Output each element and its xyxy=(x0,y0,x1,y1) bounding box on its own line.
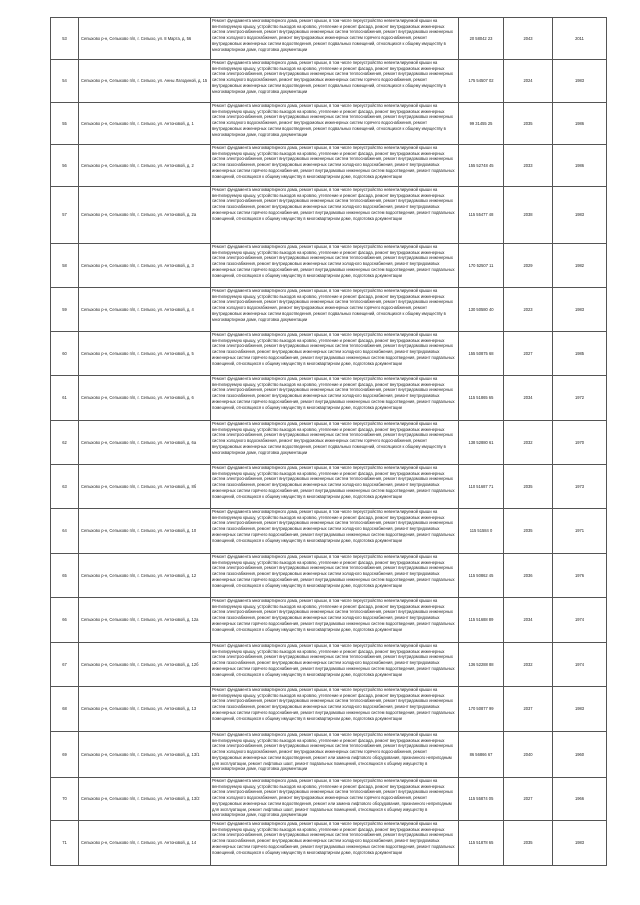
cost-cell-text: 115 55874 05 xyxy=(468,796,494,802)
planned-year-cell-text: 2033 xyxy=(523,162,533,168)
row-number xyxy=(51,687,79,732)
planned-year-cell xyxy=(504,465,553,509)
table-row xyxy=(51,18,607,60)
work-description-cell-text: Ремонт фундамента многоквартирного дома, ремонт крыши, в том числе переустройство невентилируемой крыши на вентилируемую крышу, устройство выходов на кровлю, утепление и ремонт фасада, ремонт внутридомовых инженерных систем электроснабжения, ремонт внутридомовых инженерных систем теплоснабжения, ремонт внутридомовых инженерных систем газоснабжения, ремонт внутридомовых инженерных систем холодного водоснабжения, ремонт внутридомовых инженерных систем горячего водоснабжения, ремонт внутридомовых инженерных систем водоотведения, ремонт подвальных помещений, относящихся к общему имуществу в многоквартирном доме, подготовка документации xyxy=(212,465,455,499)
address-cell xyxy=(79,598,211,643)
cost-cell xyxy=(459,103,504,145)
planned-year-cell xyxy=(504,643,553,687)
build-year-cell-text: 1970 xyxy=(574,439,585,445)
table-row xyxy=(51,778,607,821)
row-number-text: 67 xyxy=(62,661,67,667)
build-year-cell xyxy=(553,18,607,60)
build-year-cell-text: 1966 xyxy=(574,796,585,802)
row-number-text: 59 xyxy=(62,306,67,312)
cost-cell xyxy=(459,778,504,821)
planned-year-cell xyxy=(504,732,553,778)
table-row xyxy=(51,687,607,732)
build-year-cell xyxy=(553,509,607,554)
table-row xyxy=(51,244,607,288)
work-description-cell-text: Ремонт фундамента многоквартирного дома, ремонт крыши, в том числе переустройство невентилируемой крыши на вентилируемую крышу, устройство выходов на кровлю, утепление и ремонт фасада, ремонт внутридомовых инженерных систем электроснабжения, ремонт внутридомовых инженерных систем теплоснабжения, ремонт внутридомовых инженерных систем холодного водоснабжения, ремонт внутридомовых инженерных систем горячего водоснабжения, ремонт внутридомовых инженерных систем водоотведения, ремонт подвальных помещений, относящихся к общему имуществу в многоквартирном доме, подготовка документации xyxy=(212,421,453,455)
address-cell xyxy=(79,465,211,509)
address-cell-text: Сепыхово р-н, Сепыхово п/п, г. Сепыхо, ул. Антоновой, д. 5 xyxy=(81,350,194,356)
build-year-cell-text: 1983 xyxy=(574,306,585,312)
build-year-cell-text: 1986 xyxy=(574,120,585,126)
work-description-cell-text: Ремонт фундамента многоквартирного дома, ремонт крыши, в том числе переустройство невентилируемой крыши на вентилируемую крышу, устройство выходов на кровлю, утепление и ремонт фасада, ремонт внутридомовых инженерных систем электроснабжения, ремонт внутридомовых инженерных систем теплоснабжения, ремонт внутридомовых инженерных систем холодного водоснабжения, ремонт внутридомовых инженерных систем горячего водоснабжения, ремонт внутридомовых инженерных систем водоотведения, ремонт подвальных помещений, относящихся к общему имуществу в многоквартирном доме, подготовка документации xyxy=(212,288,453,322)
cost-cell-text: 138 52880 61 xyxy=(468,439,494,445)
cost-cell-text: 170 52507 11 xyxy=(468,262,494,268)
row-number xyxy=(51,60,79,103)
row-number xyxy=(51,598,79,643)
build-year-cell-text: 1974 xyxy=(574,617,585,623)
build-year-cell-text: 1974 xyxy=(574,661,585,667)
table-row xyxy=(51,598,607,643)
planned-year-cell-text: 2043 xyxy=(523,35,533,41)
address-cell-text: Сепыхово р-н, Сепыхово п/п, г. Сепыхо, ул. Антоновой, д. 6 xyxy=(81,395,194,401)
build-year-cell-text: 1982 xyxy=(574,262,585,268)
planned-year-cell-text: 2035 xyxy=(523,120,533,126)
build-year-cell xyxy=(553,421,607,465)
address-cell xyxy=(79,60,211,103)
address-cell xyxy=(79,18,211,60)
address-cell xyxy=(79,244,211,288)
work-description-cell xyxy=(211,509,459,554)
build-year-cell xyxy=(553,244,607,288)
planned-year-cell xyxy=(504,778,553,821)
planned-year-cell xyxy=(504,509,553,554)
work-description-cell xyxy=(211,187,459,244)
work-description-cell-text: Ремонт фундамента многоквартирного дома, ремонт крыши, в том числе переустройство невентилируемой крыши на вентилируемую крышу, устройство выходов на кровлю, утепление и ремонт фасада, ремонт внутридомовых инженерных систем электроснабжения, ремонт внутридомовых инженерных систем теплоснабжения, ремонт внутридомовых инженерных систем газоснабжения, ремонт внутридомовых инженерных систем холодного водоснабжения, ремонт внутридомовых инженерных систем горячего водоснабжения, ремонт внутридомовых инженерных систем водоотведения, ремонт подвальных помещений, относящихся к общему имуществу в многоквартирном доме, подготовка документации xyxy=(212,376,455,410)
cost-cell xyxy=(459,509,504,554)
table-row xyxy=(51,60,607,103)
build-year-cell-text: 1973 xyxy=(574,483,585,489)
planned-year-cell-text: 2032 xyxy=(523,439,533,445)
build-year-cell xyxy=(553,376,607,421)
planned-year-cell-text: 2034 xyxy=(523,617,533,623)
planned-year-cell xyxy=(504,18,553,60)
address-cell xyxy=(79,687,211,732)
address-cell-text: Сепыхово р-н, Сепыхово п/п, г. Сепыхо, ул. Анны Лагодиной, д. 15 xyxy=(81,78,208,84)
build-year-cell xyxy=(553,465,607,509)
cost-cell xyxy=(459,821,504,866)
build-year-cell xyxy=(553,187,607,244)
row-number xyxy=(51,244,79,288)
row-number-text: 69 xyxy=(62,751,67,757)
planned-year-cell xyxy=(504,687,553,732)
row-number-text: 56 xyxy=(62,162,67,168)
work-description-cell xyxy=(211,687,459,732)
planned-year-cell-text: 2027 xyxy=(523,350,533,356)
row-number xyxy=(51,509,79,554)
build-year-cell-text: 1960 xyxy=(574,751,585,757)
row-number xyxy=(51,732,79,778)
table-row xyxy=(51,187,607,244)
table-row xyxy=(51,376,607,421)
address-cell xyxy=(79,187,211,244)
work-description-cell xyxy=(211,332,459,376)
cost-cell xyxy=(459,145,504,187)
row-number xyxy=(51,465,79,509)
work-description-cell xyxy=(211,732,459,778)
address-cell xyxy=(79,103,211,145)
cost-cell xyxy=(459,643,504,687)
row-number xyxy=(51,187,79,244)
planned-year-cell-text: 2040 xyxy=(523,751,533,757)
cost-cell xyxy=(459,18,504,60)
row-number-text: 64 xyxy=(62,528,67,534)
build-year-cell-text: 1986 xyxy=(574,162,585,168)
cost-cell-text: 175 54507 02 xyxy=(468,78,494,84)
work-description-cell xyxy=(211,554,459,598)
address-cell-text: Сепыхово р-н, Сепыхово п/п, г. Сепыхо, ул. Антоновой, д. 2а xyxy=(81,212,197,218)
work-description-cell-text: Ремонт фундамента многоквартирного дома, ремонт крыши, в том числе переустройство невентилируемой крыши на вентилируемую крышу, устройство выходов на кровлю, утепление и ремонт фасада, ремонт внутридомовых инженерных систем электроснабжения, ремонт внутридомовых инженерных систем теплоснабжения, ремонт внутридомовых инженерных систем газоснабжения, ремонт внутридомовых инженерных систем холодного водоснабжения, ремонт внутридомовых инженерных систем горячего водоснабжения, ремонт внутридомовых инженерных систем водоотведения, ремонт подвальных помещений, относящихся к общему имуществу в многоквартирном доме, подготовка документации xyxy=(212,598,455,632)
address-cell xyxy=(79,821,211,866)
work-description-cell xyxy=(211,643,459,687)
work-description-cell xyxy=(211,421,459,465)
work-description-cell xyxy=(211,244,459,288)
build-year-cell xyxy=(553,103,607,145)
row-number-text: 71 xyxy=(62,840,67,846)
cost-cell-text: 110 51687 71 xyxy=(468,483,494,489)
cost-cell xyxy=(459,687,504,732)
table-row xyxy=(51,732,607,778)
work-description-cell-text: Ремонт фундамента многоквартирного дома, ремонт крыши, в том числе переустройство невентилируемой крыши на вентилируемую крышу, устройство выходов на кровлю, утепление и ремонт фасада, ремонт внутридомовых инженерных систем электроснабжения, ремонт внутридомовых инженерных систем теплоснабжения, ремонт внутридомовых инженерных систем газоснабжения, ремонт внутридомовых инженерных систем холодного водоснабжения, ремонт внутридомовых инженерных систем горячего водоснабжения, ремонт внутридомовых инженерных систем водоотведения, ремонт подвальных помещений, относящихся к общему имуществу в многоквартирном доме, подготовка документации xyxy=(212,821,455,855)
cost-cell-text: 115 51878 65 xyxy=(468,840,494,846)
cost-cell xyxy=(459,465,504,509)
table-row xyxy=(51,103,607,145)
work-description-cell xyxy=(211,778,459,821)
work-description-cell-text: Ремонт фундамента многоквартирного дома, ремонт крыши, в том числе переустройство невентилируемой крыши на вентилируемую крышу, устройство выходов на кровлю, утепление и ремонт фасада, ремонт внутридомовых инженерных систем электроснабжения, ремонт внутридомовых инженерных систем теплоснабжения, ремонт внутридомовых инженерных систем газоснабжения, ремонт внутридомовых инженерных систем холодного водоснабжения, ремонт внутридомовых инженерных систем горячего водоснабжения, ремонт внутридомовых инженерных систем водоотведения, ремонт подвальных помещений, относящихся к общему имуществу в многоквартирном доме, подготовка документации xyxy=(212,244,455,278)
cost-cell-text: 130 50580 40 xyxy=(468,306,494,312)
address-cell xyxy=(79,509,211,554)
cost-cell xyxy=(459,421,504,465)
table-row xyxy=(51,465,607,509)
planned-year-cell xyxy=(504,244,553,288)
work-description-cell-text: Ремонт фундамента многоквартирного дома, ремонт крыши, в том числе переустройство невентилируемой крыши на вентилируемую крышу, устройство выходов на кровлю, утепление и ремонт фасада, ремонт внутридомовых инженерных систем электроснабжения, ремонт внутридомовых инженерных систем теплоснабжения, ремонт внутридомовых инженерных систем газоснабжения, ремонт внутридомовых инженерных систем холодного водоснабжения, ремонт внутридомовых инженерных систем горячего водоснабжения, ремонт внутридомовых инженерных систем водоотведения, ремонт подвальных помещений, относящихся к общему имуществу в многоквартирном доме, подготовка документации xyxy=(212,509,455,543)
work-description-cell xyxy=(211,376,459,421)
table-row xyxy=(51,145,607,187)
work-description-cell-text: Ремонт фундамента многоквартирного дома, ремонт крыши, в том числе переустройство невентилируемой крыши на вентилируемую крышу, устройство выходов на кровлю, утепление и ремонт фасада, ремонт внутридомовых инженерных систем электроснабжения, ремонт внутридомовых инженерных систем теплоснабжения, ремонт внутридомовых инженерных систем газоснабжения, ремонт внутридомовых инженерных систем холодного водоснабжения, ремонт внутридомовых инженерных систем горячего водоснабжения, ремонт внутридомовых инженерных систем водоотведения, ремонт подвальных помещений, относящихся к общему имуществу в многоквартирном доме, подготовка документации xyxy=(212,687,455,721)
work-description-cell xyxy=(211,465,459,509)
build-year-cell xyxy=(553,732,607,778)
planned-year-cell-text: 2035 xyxy=(523,528,533,534)
table-row xyxy=(51,421,607,465)
address-cell-text: Сепыхово р-н, Сепыхово п/п, г. Сепыхо, ул. Антоновой, д. 2 xyxy=(81,162,194,168)
row-number xyxy=(51,554,79,598)
planned-year-cell-text: 2037 xyxy=(523,706,533,712)
address-cell-text: Сепыхово р-н, Сепыхово п/п, г. Сепыхо, ул. Антоновой, д. 12б xyxy=(81,661,199,667)
table-row xyxy=(51,643,607,687)
address-cell-text: Сепыхово р-н, Сепыхово п/п, г. Сепыхо, ул. Антоновой, д. 12а xyxy=(81,617,199,623)
build-year-cell xyxy=(553,778,607,821)
cost-cell-text: 99 31455 25 xyxy=(469,120,493,126)
planned-year-cell xyxy=(504,821,553,866)
row-number xyxy=(51,376,79,421)
work-description-cell xyxy=(211,598,459,643)
row-number xyxy=(51,421,79,465)
address-cell xyxy=(79,376,211,421)
planned-year-cell xyxy=(504,376,553,421)
table-row xyxy=(51,288,607,332)
address-cell xyxy=(79,421,211,465)
work-description-cell-text: Ремонт фундамента многоквартирного дома, ремонт крыши, в том числе переустройство невентилируемой крыши на вентилируемую крышу, устройство выходов на кровлю, утепление и ремонт фасада, ремонт внутридомовых инженерных систем электроснабжения, ремонт внутридомовых инженерных систем теплоснабжения, ремонт внутридомовых инженерных систем холодного водоснабжения, ремонт внутридомовых инженерных систем горячего водоснабжения, ремонт внутридомовых инженерных систем водоотведения, ремонт подвальных помещений, относящихся к общему имуществу в многоквартирном доме, подготовка документации xyxy=(212,103,453,137)
work-description-cell-text: Ремонт фундамента многоквартирного дома, ремонт крыши, в том числе переустройство невентилируемой крыши на вентилируемую крышу, устройство выходов на кровлю, утепление и ремонт фасада, ремонт внутридомовых инженерных систем электроснабжения, ремонт внутридомовых инженерных систем теплоснабжения, ремонт внутридомовых инженерных систем холодного водоснабжения, ремонт внутридомовых инженерных систем горячего водоснабжения, ремонт внутридомовых инженерных систем водоотведения, ремонт или замена лифтового оборудования, признанного непригодным для эксплуатации, ремонт лифтовых шахт, ремонт подвальных помещений, относящихся к общему имуществу в многоквартирном доме, подготовка документации xyxy=(212,778,453,818)
address-cell-text: Сепыхово р-н, Сепыхово п/п, г. Сепыхо, ул. Антоновой, д. 3 xyxy=(81,262,194,268)
row-number-text: 68 xyxy=(62,706,67,712)
cost-cell xyxy=(459,187,504,244)
build-year-cell-text: 1983 xyxy=(574,840,585,846)
address-cell-text: Сепыхово р-н, Сепыхово п/п, г. Сепыхо, ул. Антоновой, д. 12 xyxy=(81,572,197,578)
work-description-cell-text: Ремонт фундамента многоквартирного дома, ремонт крыши, в том числе переустройство невентилируемой крыши на вентилируемую крышу, устройство выходов на кровлю, утепление и ремонт фасада, ремонт внутридомовых инженерных систем электроснабжения, ремонт внутридомовых инженерных систем теплоснабжения, ремонт внутридомовых инженерных систем холодного водоснабжения, ремонт внутридомовых инженерных систем горячего водоснабжения, ремонт внутридомовых инженерных систем водоотведения, ремонт подвальных помещений, относящихся к общему имуществу в многоквартирном доме, подготовка документации xyxy=(212,18,453,52)
planned-year-cell-text: 2027 xyxy=(523,796,533,802)
table-row xyxy=(51,821,607,866)
row-number-text: 60 xyxy=(62,350,67,356)
row-number xyxy=(51,288,79,332)
row-number-text: 57 xyxy=(62,212,67,218)
row-number-text: 70 xyxy=(62,796,67,802)
planned-year-cell-text: 2024 xyxy=(523,78,533,84)
planned-year-cell-text: 2034 xyxy=(523,395,533,401)
cost-cell-text: 115 51865 65 xyxy=(468,395,494,401)
row-number-text: 54 xyxy=(62,78,67,84)
planned-year-cell xyxy=(504,288,553,332)
build-year-cell xyxy=(553,332,607,376)
address-cell-text: Сепыхово р-н, Сепыхово п/п, г. Сепыхо, ул. Антоновой, д. 14 xyxy=(81,840,197,846)
planned-year-cell-text: 2038 xyxy=(523,212,533,218)
work-description-cell xyxy=(211,60,459,103)
build-year-cell-text: 1983 xyxy=(574,212,585,218)
address-cell xyxy=(79,778,211,821)
housing-repair-table xyxy=(50,17,607,866)
build-year-cell-text: 1983 xyxy=(574,78,585,84)
work-description-cell-text: Ремонт фундамента многоквартирного дома, ремонт крыши, в том числе переустройство невентилируемой крыши на вентилируемую крышу, устройство выходов на кровлю, утепление и ремонт фасада, ремонт внутридомовых инженерных систем электроснабжения, ремонт внутридомовых инженерных систем теплоснабжения, ремонт внутридомовых инженерных систем газоснабжения, ремонт внутридомовых инженерных систем холодного водоснабжения, ремонт внутридомовых инженерных систем горячего водоснабжения, ремонт внутридомовых инженерных систем водоотведения, ремонт подвальных помещений, относящихся к общему имуществу в многоквартирном доме, подготовка документации xyxy=(212,145,455,179)
build-year-cell xyxy=(553,643,607,687)
address-cell-text: Сепыхово р-н, Сепыхово п/п, г. Сепыхо, ул. 8 Марта, д. 56 xyxy=(81,35,192,41)
planned-year-cell xyxy=(504,187,553,244)
row-number-text: 58 xyxy=(62,262,67,268)
planned-year-cell xyxy=(504,145,553,187)
cost-cell xyxy=(459,598,504,643)
cost-cell-text: 170 50877 99 xyxy=(468,706,494,712)
address-cell-text: Сепыхово р-н, Сепыхово п/п, г. Сепыхо, ул. Антоновой, д. 6а xyxy=(81,439,197,445)
cost-cell xyxy=(459,376,504,421)
cost-cell-text: 136 52288 88 xyxy=(468,661,494,667)
planned-year-cell-text: 2035 xyxy=(523,483,533,489)
address-cell-text: Сепыхово р-н, Сепыхово п/п, г. Сепыхо, ул. Антоновой, д. 13 xyxy=(81,706,197,712)
work-description-cell-text: Ремонт фундамента многоквартирного дома, ремонт крыши, в том числе переустройство невентилируемой крыши на вентилируемую крышу, устройство выходов на кровлю, утепление и ремонт фасада, ремонт внутридомовых инженерных систем электроснабжения, ремонт внутридомовых инженерных систем теплоснабжения, ремонт внутридомовых инженерных систем газоснабжения, ремонт внутридомовых инженерных систем холодного водоснабжения, ремонт внутридомовых инженерных систем горячего водоснабжения, ремонт внутридомовых инженерных систем водоотведения, ремонт подвальных помещений, относящихся к общему имуществу в многоквартирном доме, подготовка документации xyxy=(212,643,455,677)
work-description-cell xyxy=(211,145,459,187)
cost-cell xyxy=(459,244,504,288)
address-cell xyxy=(79,145,211,187)
cost-cell-text: 115 55477 48 xyxy=(468,212,494,218)
work-description-cell-text: Ремонт фундамента многоквартирного дома, ремонт крыши, в том числе переустройство невентилируемой крыши на вентилируемую крышу, устройство выходов на кровлю, утепление и ремонт фасада, ремонт внутридомовых инженерных систем электроснабжения, ремонт внутридомовых инженерных систем теплоснабжения, ремонт внутридомовых инженерных систем газоснабжения, ремонт внутридомовых инженерных систем холодного водоснабжения, ремонт внутридомовых инженерных систем горячего водоснабжения, ремонт внутридомовых инженерных систем водоотведения, ремонт подвальных помещений, относящихся к общему имуществу в многоквартирном доме, подготовка документации xyxy=(212,187,455,221)
work-description-cell xyxy=(211,288,459,332)
row-number xyxy=(51,18,79,60)
address-cell xyxy=(79,288,211,332)
build-year-cell-text: 1985 xyxy=(574,350,585,356)
build-year-cell xyxy=(553,687,607,732)
cost-cell-text: 115 50862 45 xyxy=(468,572,494,578)
planned-year-cell-text: 2035 xyxy=(523,840,533,846)
work-description-cell xyxy=(211,18,459,60)
planned-year-cell xyxy=(504,598,553,643)
address-cell xyxy=(79,643,211,687)
build-year-cell-text: 1976 xyxy=(574,572,585,578)
build-year-cell xyxy=(553,821,607,866)
build-year-cell-text: 2011 xyxy=(575,35,584,41)
cost-cell xyxy=(459,60,504,103)
table-body xyxy=(51,18,607,866)
build-year-cell-text: 1971 xyxy=(574,528,585,534)
row-number-text: 66 xyxy=(62,617,67,623)
work-description-cell-text: Ремонт фундамента многоквартирного дома, ремонт крыши, в том числе переустройство невентилируемой крыши на вентилируемую крышу, устройство выходов на кровлю, утепление и ремонт фасада, ремонт внутридомовых инженерных систем электроснабжения, ремонт внутридомовых инженерных систем теплоснабжения, ремонт внутридомовых инженерных систем холодного водоснабжения, ремонт внутридомовых инженерных систем горячего водоснабжения, ремонт внутридомовых инженерных систем водоотведения, ремонт или замена лифтового оборудования, признанного непригодным для эксплуатации, ремонт лифтовых шахт, ремонт подвальных помещений, относящихся к общему имуществу в многоквартирном доме, подготовка документации xyxy=(212,732,453,772)
address-cell-text: Сепыхово р-н, Сепыхово п/п, г. Сепыхо, ул. Антоновой, д. 13/2 xyxy=(81,796,200,802)
row-number xyxy=(51,778,79,821)
work-description-cell-text: Ремонт фундамента многоквартирного дома, ремонт крыши, в том числе переустройство невентилируемой крыши на вентилируемую крышу, устройство выходов на кровлю, утепление и ремонт фасада, ремонт внутридомовых инженерных систем электроснабжения, ремонт внутридомовых инженерных систем теплоснабжения, ремонт внутридомовых инженерных систем газоснабжения, ремонт внутридомовых инженерных систем холодного водоснабжения, ремонт внутридомовых инженерных систем горячего водоснабжения, ремонт внутридомовых инженерных систем водоотведения, ремонт подвальных помещений, относящихся к общему имуществу в многоквартирном доме, подготовка документации xyxy=(212,332,455,366)
planned-year-cell xyxy=(504,60,553,103)
address-cell-text: Сепыхово р-н, Сепыхово п/п, г. Сепыхо, ул. Антоновой, д. 8б xyxy=(81,483,197,489)
row-number xyxy=(51,103,79,145)
planned-year-cell xyxy=(504,554,553,598)
work-description-cell-text: Ремонт фундамента многоквартирного дома, ремонт крыши, в том числе переустройство невентилируемой крыши на вентилируемую крышу, устройство выходов на кровлю, утепление и ремонт фасада, ремонт внутридомовых инженерных систем электроснабжения, ремонт внутридомовых инженерных систем теплоснабжения, ремонт внутридомовых инженерных систем холодного водоснабжения, ремонт внутридомовых инженерных систем горячего водоснабжения, ремонт внутридомовых инженерных систем водоотведения, ремонт подвальных помещений, относящихся к общему имуществу в многоквартирном доме, подготовка документации xyxy=(212,60,453,94)
cost-cell-text: 115 51584 0 xyxy=(469,528,493,534)
table-row xyxy=(51,509,607,554)
cost-cell xyxy=(459,332,504,376)
address-cell xyxy=(79,554,211,598)
row-number xyxy=(51,145,79,187)
cost-cell xyxy=(459,554,504,598)
row-number-text: 62 xyxy=(62,439,67,445)
cost-cell-text: 115 51688 89 xyxy=(468,617,494,623)
build-year-cell xyxy=(553,288,607,332)
cost-cell-text: 155 52748 45 xyxy=(468,162,494,168)
planned-year-cell-text: 2036 xyxy=(523,572,533,578)
build-year-cell xyxy=(553,598,607,643)
build-year-cell xyxy=(553,554,607,598)
planned-year-cell xyxy=(504,332,553,376)
address-cell-text: Сепыхово р-н, Сепыхово п/п, г. Сепыхо, ул. Антоновой, д. 4 xyxy=(81,306,194,312)
build-year-cell xyxy=(553,60,607,103)
row-number xyxy=(51,821,79,866)
build-year-cell-text: 1972 xyxy=(574,395,585,401)
row-number xyxy=(51,332,79,376)
work-description-cell xyxy=(211,821,459,866)
cost-cell xyxy=(459,732,504,778)
planned-year-cell-text: 2023 xyxy=(523,306,533,312)
planned-year-cell xyxy=(504,421,553,465)
row-number-text: 53 xyxy=(62,35,67,41)
address-cell-text: Сепыхово р-н, Сепыхово п/п, г. Сепыхо, ул. Антоновой, д. 13/1 xyxy=(81,751,200,757)
row-number-text: 61 xyxy=(62,395,67,401)
address-cell xyxy=(79,732,211,778)
cost-cell-text: 20 58042 23 xyxy=(469,35,493,41)
row-number xyxy=(51,643,79,687)
row-number-text: 63 xyxy=(62,483,67,489)
row-number-text: 65 xyxy=(62,572,67,578)
planned-year-cell xyxy=(504,103,553,145)
table-row xyxy=(51,332,607,376)
cost-cell-text: 86 56866 67 xyxy=(469,751,493,757)
address-cell-text: Сепыхово р-н, Сепыхово п/п, г. Сепыхо, ул. Антоновой, д. 10 xyxy=(81,528,197,534)
work-description-cell-text: Ремонт фундамента многоквартирного дома, ремонт крыши, в том числе переустройство невентилируемой крыши на вентилируемую крышу, устройство выходов на кровлю, утепление и ремонт фасада, ремонт внутридомовых инженерных систем электроснабжения, ремонт внутридомовых инженерных систем теплоснабжения, ремонт внутридомовых инженерных систем газоснабжения, ремонт внутридомовых инженерных систем холодного водоснабжения, ремонт внутридомовых инженерных систем горячего водоснабжения, ремонт внутридомовых инженерных систем водоотведения, ремонт подвальных помещений, относящихся к общему имуществу в многоквартирном доме, подготовка документации xyxy=(212,554,455,588)
table-row xyxy=(51,554,607,598)
cost-cell-text: 155 50875 68 xyxy=(468,350,494,356)
cost-cell xyxy=(459,288,504,332)
planned-year-cell-text: 2032 xyxy=(523,661,533,667)
build-year-cell-text: 1983 xyxy=(574,706,585,712)
row-number-text: 55 xyxy=(62,120,67,126)
address-cell xyxy=(79,332,211,376)
work-description-cell xyxy=(211,103,459,145)
build-year-cell xyxy=(553,145,607,187)
address-cell-text: Сепыхово р-н, Сепыхово п/п, г. Сепыхо, ул. Антоновой, д. 1 xyxy=(81,120,194,126)
planned-year-cell-text: 2029 xyxy=(523,262,533,268)
